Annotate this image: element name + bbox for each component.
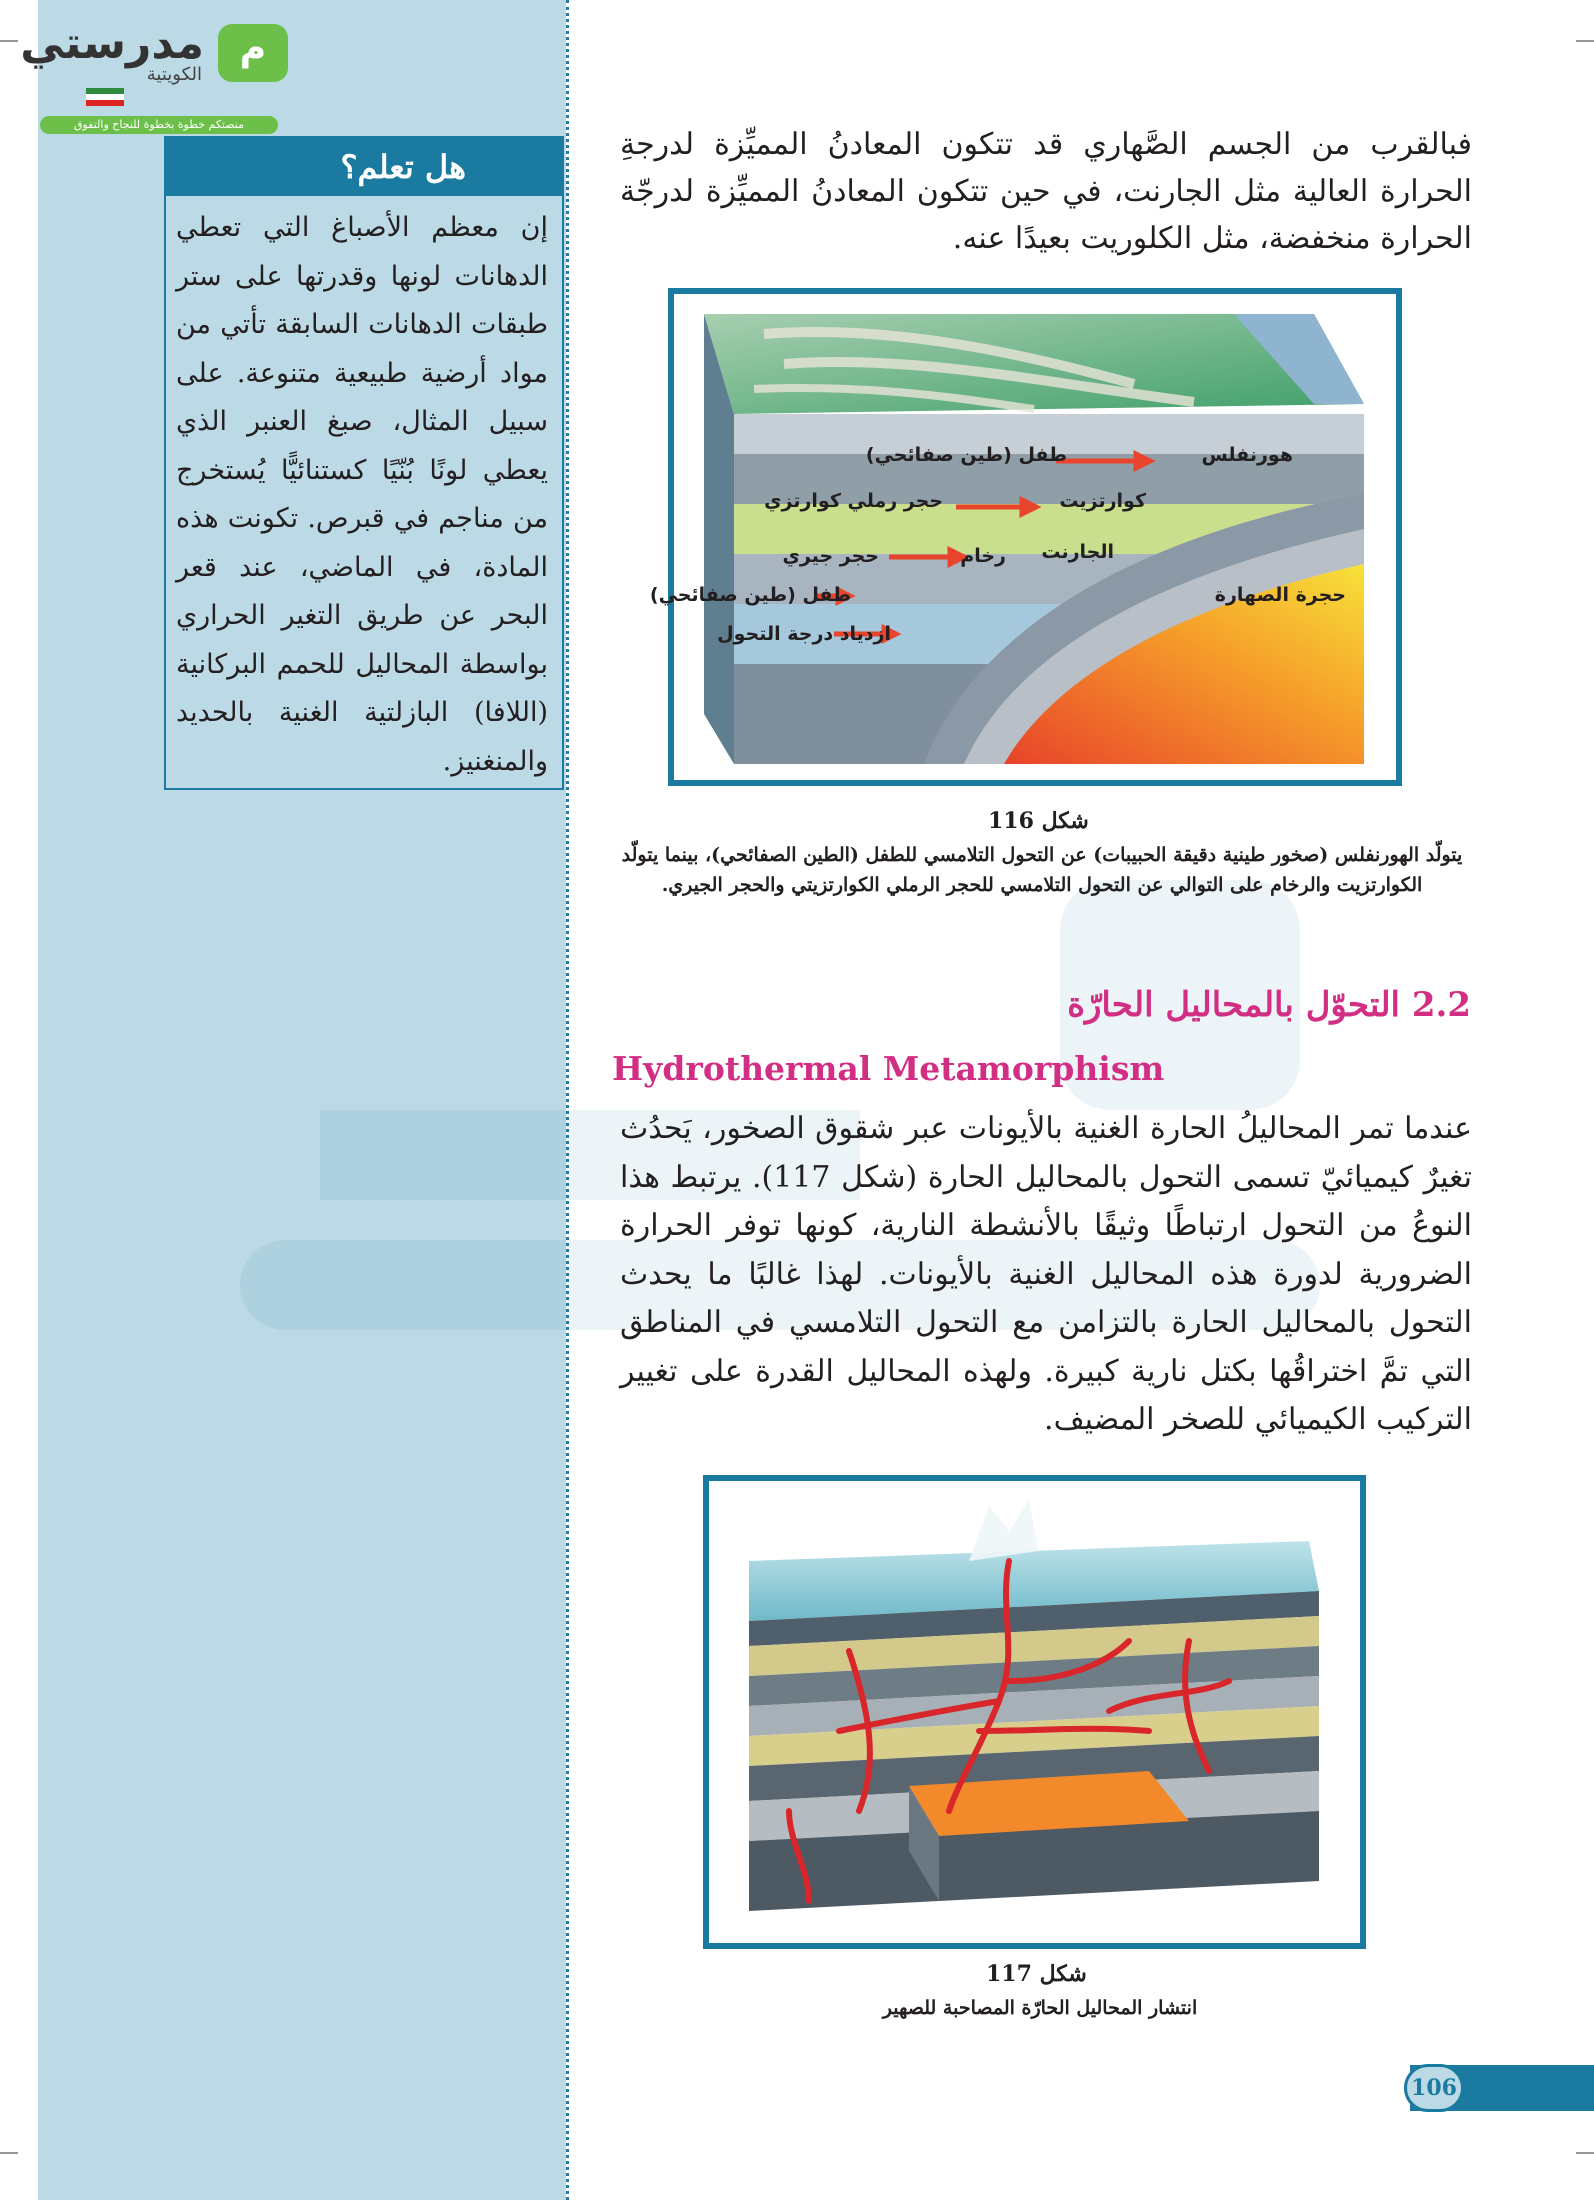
crop-mark [1576, 40, 1594, 42]
rock-layers [749, 1591, 1319, 1911]
logo-mark-icon: م [218, 24, 288, 82]
brand-logo[interactable] [20, 18, 288, 131]
label-magma-chamber: حجرة الصهارة [1214, 584, 1346, 606]
figure-117-number: شكل 117 [986, 1961, 1087, 1987]
label-limestone: حجر جيري [782, 545, 879, 567]
label-increasing-temperature: ازدياد درجة التحول [717, 623, 891, 645]
crop-mark [0, 2152, 18, 2154]
figure-116-number: شكل 116 [988, 808, 1089, 834]
logo-tagline: منصتكم خطوة بخطوة للنجاح والتفوق [40, 116, 278, 134]
figure-116 [649, 288, 1402, 786]
crop-mark [1576, 2152, 1594, 2154]
contact-metamorphism-diagram [674, 294, 1396, 780]
logo-subtitle: الكويتية [146, 64, 202, 85]
label-sandstone: حجر رملي كوارتزي [764, 490, 943, 512]
label-shale-bottom: طفل (طين صفائحي) [649, 584, 851, 606]
did-you-know-box [164, 136, 564, 790]
logo-name: مدرستي [20, 18, 204, 69]
figure-117-caption: انتشار المحاليل الحارّة المصاحبة للصهير [882, 1997, 1198, 2019]
label-quartzite: كوارتزيت [1059, 490, 1146, 512]
intro-paragraph: فبالقرب من الجسم الصَّهاري قد تتكون المعادنُ المميِّزة لدرجةِ الحرارة العالية مثل الجارنت، في حين تتكون المعادنُ المميِّزة لدرجّة الحرارة منخفضة، مثل الكلوريت بعيدًا عنه. [620, 127, 1472, 256]
page-number: 106 [1404, 2064, 1464, 2112]
label-marble: رخام [960, 545, 1006, 567]
section-paragraph: عندما تمر المحاليلُ الحارة الغنية بالأيونات عبر شقوق الصخور، يَحدُث تغيرٌ كيميائيّ تسمى التحول بالمحاليل الحارة (شكل 117). يرتبط هذا النوعُ من التحول ارتباطًا وثيقًا بالأنشطة النارية، كونها توفر الحرارة الضرورية لدورة هذه المحاليل الغنية بالأيونات. لهذا غالبًا ما يحدث التحول بالمحاليل الحارة بالتزامن مع التحول التلامسي في المناطق التي تمَّ اختراقُها بكتل نارية كبيرة. ولهذه المحاليل القدرة على تغيير التركيب الكيميائي للصخر المضيف. [620, 1111, 1473, 1437]
label-garnet: الجارنت [1041, 541, 1114, 563]
hydrothermal-diagram [709, 1481, 1360, 1943]
figure-117 [703, 1475, 1366, 1949]
label-shale-top: طفل (طين صفائحي) [865, 444, 1067, 466]
section-heading-arabic: 2.2 التحوّل بالمحاليل الحارّة [1067, 985, 1471, 1025]
kuwait-flag-icon [86, 88, 124, 106]
did-you-know-title: هل تعلم؟ [166, 138, 562, 196]
section-heading-english: Hydrothermal Metamorphism [612, 1049, 1165, 1088]
crop-mark [0, 40, 18, 42]
column-divider [566, 0, 569, 2200]
figure-116-caption: يتولّد الهورنفلس (صخور طينية دقيقة الحبيبات) عن التحول التلامسي للطفل (الطين الصفائحي)، بينما يتولّد الكوارتزيت والرخام على التوالي عن التحول التلامسي للحجر الرملي الكوارتزيتي والحجر الجيري. [621, 844, 1463, 896]
did-you-know-body: إن معظم الأصباغ التي تعطي الدهانات لونها وقدرتها على ستر طبقات الدهانات السابقة تأتي من مواد أرضية طبيعية متنوعة. على سبيل المثال، صبغ العنبر الذي يعطي لونًا بُنّيًا كستنائيًّا يُستخرج من مناجم في قبرص. تكونت هذه المادة، في الماضي، عند قعر البحر عن طريق التغير الحراري بواسطة المحاليل للحمم البركانية (اللافا) البازلتية الغنية بالحديد والمنغنيز. [176, 212, 548, 777]
label-hornfels: هورنفلس [1201, 444, 1293, 466]
